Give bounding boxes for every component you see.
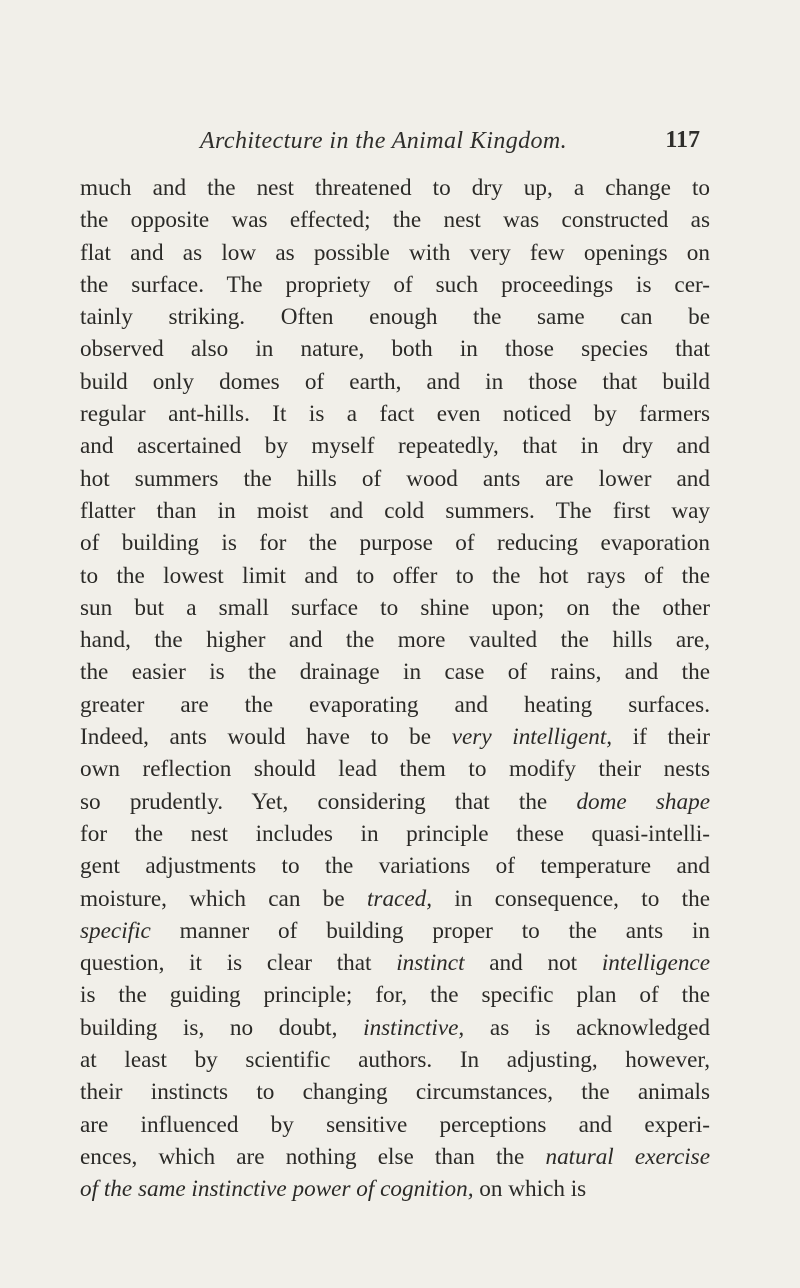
text-run: if their: [612, 724, 711, 751]
italic-text: very intelligent,: [451, 724, 613, 751]
text-line: [80, 463, 710, 495]
text-line: [80, 721, 710, 753]
text-run: in consequence, to the: [432, 885, 710, 912]
text-line: [80, 366, 710, 398]
text-line: [80, 560, 710, 592]
text-run: their instincts to changing circumstances, the animals: [80, 1079, 710, 1106]
body-paragraph: [80, 172, 710, 1206]
italic-text: of the same instinctive power of cognition,: [80, 1176, 474, 1203]
text-line: [80, 753, 710, 785]
text-run: for the nest includes in principle these quasi-intelli-: [80, 820, 710, 847]
text-run: is the guiding principle; for, the specific plan of the: [80, 982, 710, 1009]
text-run: Indeed, ants would have to be: [80, 724, 452, 751]
text-line: [80, 237, 710, 269]
text-run: the surface. The propriety of such proceedings is cer-: [80, 271, 710, 298]
text-run: at least by scientific authors. In adjusting, however,: [80, 1047, 710, 1074]
text-line: [80, 689, 710, 721]
text-line: [80, 979, 710, 1011]
text-line: [80, 1109, 710, 1141]
text-run: so prudently. Yet, considering that the: [80, 788, 577, 815]
text-run: of building is for the purpose of reducing evaporation: [80, 530, 710, 557]
text-run: tainly striking. Often enough the same can be: [80, 304, 710, 331]
italic-text: natural exercise: [545, 1143, 710, 1170]
text-line: [80, 947, 710, 979]
text-run: the opposite was effected; the nest was constructed as: [80, 207, 710, 234]
text-line: [80, 624, 710, 656]
text-line: [80, 172, 710, 204]
text-line: [80, 915, 710, 947]
text-line: [80, 818, 710, 850]
text-line: [80, 301, 710, 333]
text-run: moisture, which can be: [80, 885, 367, 912]
text-line: [80, 1173, 710, 1205]
text-run: observed also in nature, both in those species that: [80, 336, 710, 363]
italic-text: intelligence: [601, 950, 711, 977]
text-run: regular ant-hills. It is a fact even noticed by farmers: [80, 401, 710, 428]
text-line: [80, 1076, 710, 1108]
running-title: Architecture in the Animal Kingdom.: [200, 128, 568, 154]
text-run: much and the nest threatened to dry up, a change to: [80, 175, 710, 201]
text-line: [80, 1012, 710, 1044]
italic-text: specific: [80, 917, 151, 944]
text-line: [80, 527, 710, 559]
text-line: [80, 883, 710, 915]
text-run: flat and as low as possible with very few openings on: [80, 239, 710, 266]
text-run: as is acknowledged: [464, 1014, 710, 1041]
text-run: manner of building proper to the ants in: [150, 917, 710, 944]
text-run: gent adjustments to the variations of temperature and: [80, 853, 710, 880]
text-line: [80, 495, 710, 527]
text-line: [80, 786, 710, 818]
text-line: [80, 1044, 710, 1076]
text-run: building is, no doubt,: [80, 1014, 364, 1041]
text-line: [80, 850, 710, 882]
text-run: hand, the higher and the more vaulted the hills are,: [80, 627, 710, 654]
text-line: [80, 1141, 710, 1173]
italic-text: traced,: [366, 885, 433, 912]
text-run: ences, which are nothing else than the: [80, 1143, 546, 1170]
italic-text: instinctive,: [363, 1014, 465, 1041]
text-run: and not: [464, 950, 602, 977]
italic-text: dome shape: [576, 788, 710, 815]
page-number: 117: [665, 127, 700, 153]
text-run: own reflection should lead them to modify their nests: [80, 756, 710, 783]
text-line: [80, 269, 710, 301]
text-line: [80, 592, 710, 624]
text-line: [80, 333, 710, 365]
text-run: the easier is the drainage in case of rains, and the: [80, 659, 710, 686]
text-run: on which is: [473, 1176, 587, 1203]
text-run: build only domes of earth, and in those that build: [80, 368, 710, 395]
text-line: [80, 430, 710, 462]
text-line: [80, 656, 710, 688]
italic-text: instinct: [396, 950, 465, 977]
text-run: greater are the evaporating and heating surfaces.: [80, 691, 710, 718]
text-run: question, it is clear that: [80, 950, 397, 977]
text-line: [80, 398, 710, 430]
text-run: flatter than in moist and cold summers. The first way: [80, 497, 710, 524]
text-run: and ascertained by myself repeatedly, that in dry and: [80, 433, 710, 460]
text-run: to the lowest limit and to offer to the hot rays of the: [80, 562, 710, 589]
text-line: [80, 204, 710, 236]
text-run: hot summers the hills of wood ants are lower and: [80, 465, 710, 492]
text-run: are influenced by sensitive perceptions and experi-: [80, 1111, 710, 1138]
text-run: sun but a small surface to shine upon; on the other: [80, 594, 710, 621]
